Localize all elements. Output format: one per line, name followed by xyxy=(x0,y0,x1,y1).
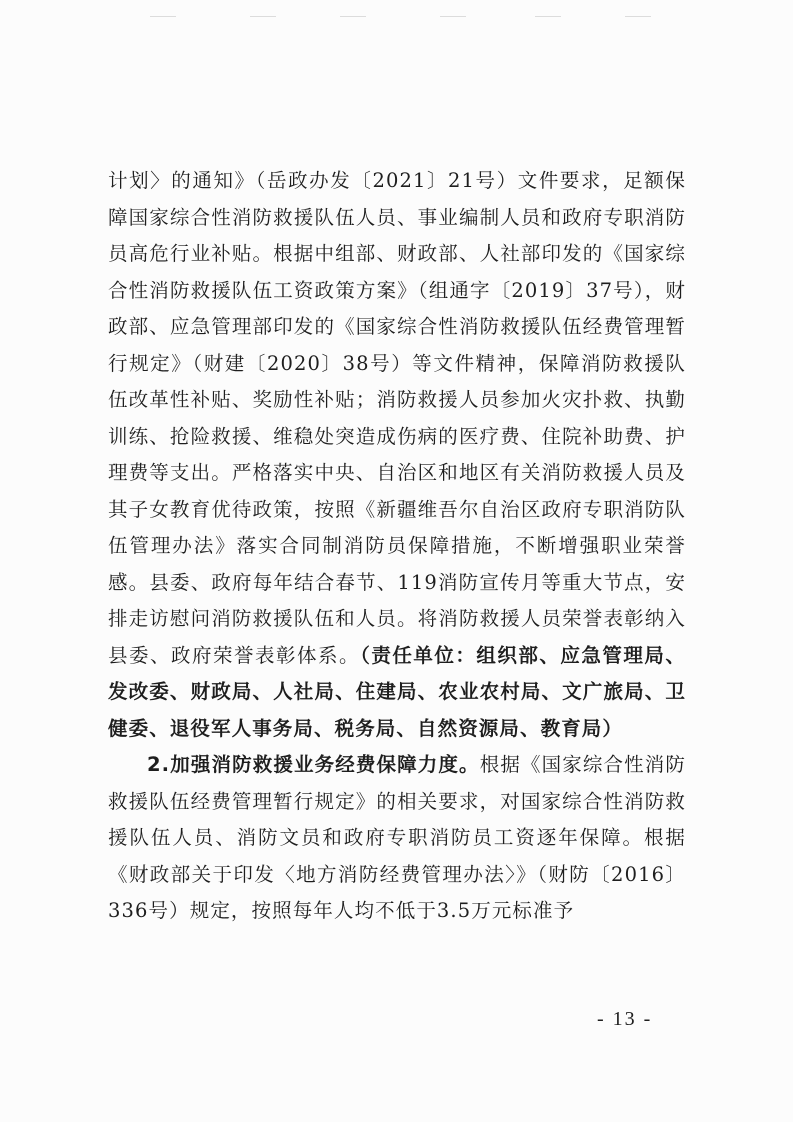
page-number: - 13 - xyxy=(597,1008,653,1030)
scan-mark xyxy=(250,16,276,17)
paragraph-text: 根据《国家综合性消防救援队伍经费管理暂行规定》的相关要求，对国家综合性消防救援队伍人员、消防文员和政府专职消防员工资逐年保障。根据《财政部关于印发〈地方消防经费管理办法〉》（财防〔2016〕336号）规定，按照每年人均不低于3.5万元标准予 xyxy=(108,753,686,922)
scan-edge-marks xyxy=(0,16,793,20)
scan-mark xyxy=(440,16,466,17)
document-body xyxy=(108,163,686,930)
scan-mark xyxy=(150,16,176,17)
paragraph-funding xyxy=(108,747,686,930)
paragraph-policy-support xyxy=(108,163,686,747)
scan-mark xyxy=(535,16,561,17)
section-heading: 2.加强消防救援业务经费保障力度。 xyxy=(147,753,480,776)
scan-mark xyxy=(625,16,651,17)
paragraph-text: 计划〉的通知》（岳政办发〔2021〕21号）文件要求，足额保障国家综合性消防救援队伍人员、事业编制人员和政府专职消防员高危行业补贴。根据中组部、财政部、人社部印发的《国家综合性消防救援队伍工资政策方案》（组通字〔2019〕37号），财政部、应急管理部印发的《国家综合性消防救援队伍经费管理暂行规定》（财建〔2020〕38号）等文件精神，保障消防救援队伍改革性补贴、奖励性补贴；消防救援人员参加火灾扑救、执勤训练、抢险救援、维稳处突造成伤病的医疗费、住院补助费、护理费等支出。严格落实中央、自治区和地区有关消防救援人员及其子女教育优待政策，按照《新疆维吾尔自治区政府专职消防队伍管理办法》落实合同制消防员保障措施，不断增强职业荣誉感。县委、政府每年结合春节、119消防宣传月等重大节点，安排走访慰问消防救援队伍和人员。将消防救援人员荣誉表彰纳入县委、政府荣誉表彰体系。 xyxy=(108,169,686,667)
responsibility-units: （责任单位：组织部、应急管理局、发改委、财政局、人社局、住建局、农业农村局、文广旅局、卫健委、退役军人事务局、税务局、自然资源局、教育局） xyxy=(108,643,686,740)
scan-mark xyxy=(340,16,366,17)
